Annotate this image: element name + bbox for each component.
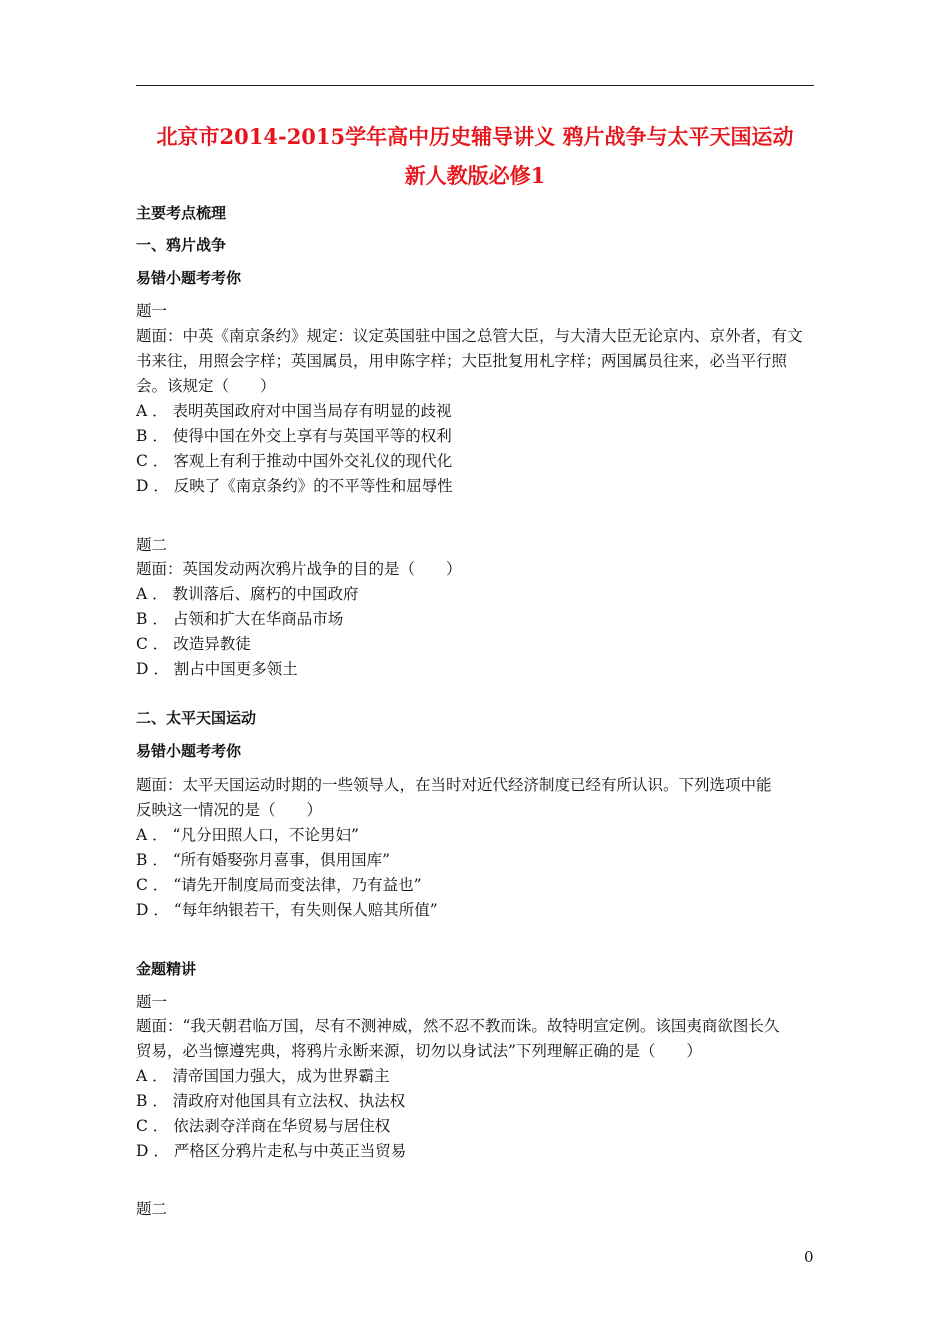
option-a: A ． 清帝国国力强大，成为世界霸主 xyxy=(136,1067,390,1085)
question-label: 题一 xyxy=(136,993,168,1011)
option-d: D ． “每年纳银若干，有失则保人赔其所值” xyxy=(136,901,438,919)
header-rule xyxy=(136,85,814,86)
option-a: A ． “凡分田照人口，不论男妇” xyxy=(136,826,359,844)
section-1-heading: 一、鸦片战争 xyxy=(136,236,227,254)
option-c: C ． “请先开制度局而变法律，乃有益也” xyxy=(136,876,422,894)
question-stem-line: 题面：英国发动两次鸦片战争的目的是（ ） xyxy=(136,560,462,578)
question-stem-line: 书来往，用照会字样；英国属员，用申陈字样；大臣批复用札字样；两国属员往来，必当平行照 xyxy=(136,352,788,370)
question-label: 题一 xyxy=(136,302,168,320)
question-stem-line: 贸易，必当懔遵宪典，将鸦片永断来源，切勿以身试法”下列理解正确的是（ ） xyxy=(136,1042,702,1060)
option-a: A ． 表明英国政府对中国当局存有明显的歧视 xyxy=(136,402,452,420)
section-2-subheading: 易错小题考考你 xyxy=(136,742,242,760)
question-label: 题二 xyxy=(136,536,168,554)
document-title: 北京市2014-2015学年高中历史辅导讲义 鸦片战争与太平天国运动 xyxy=(156,124,794,149)
question-label: 题二 xyxy=(136,1200,168,1218)
question-stem-line: 会。该规定（ ） xyxy=(136,377,276,395)
option-b: B ． 占领和扩大在华商品市场 xyxy=(136,610,344,628)
document-subtitle: 新人教版必修1 xyxy=(404,163,546,188)
option-d: D ． 严格区分鸦片走私与中英正当贸易 xyxy=(136,1142,407,1160)
section-3-heading: 金题精讲 xyxy=(136,960,197,978)
page-number: 0 xyxy=(804,1248,814,1266)
option-c: C ． 改造异教徒 xyxy=(136,635,251,653)
question-stem-line: 题面：“我天朝君临万国，尽有不测神威，然不忍不教而诛。故特明宣定例。该国夷商欲图长久 xyxy=(136,1017,780,1035)
question-stem-line: 题面：中英《南京条约》规定：议定英国驻中国之总管大臣，与大清大臣无论京内、京外者，有文 xyxy=(136,327,803,345)
option-b: B ． 使得中国在外交上享有与英国平等的权利 xyxy=(136,427,452,445)
option-b: B ． “所有婚娶弥月喜事，俱用国库” xyxy=(136,851,391,869)
option-c: C ． 客观上有利于推动中国外交礼仪的现代化 xyxy=(136,452,453,470)
section-1-subheading: 易错小题考考你 xyxy=(136,269,242,287)
section-main-heading: 主要考点梳理 xyxy=(136,204,227,222)
option-b: B ． 清政府对他国具有立法权、执法权 xyxy=(136,1092,406,1110)
option-d: D ． 割占中国更多领土 xyxy=(136,660,298,678)
option-a: A ． 教训落后、腐朽的中国政府 xyxy=(136,585,359,603)
option-d: D ． 反映了《南京条约》的不平等性和屈辱性 xyxy=(136,477,453,495)
section-2-heading: 二、太平天国运动 xyxy=(136,709,257,727)
option-c: C ． 依法剥夺洋商在华贸易与居住权 xyxy=(136,1117,391,1135)
question-stem-line: 题面：太平天国运动时期的一些领导人，在当时对近代经济制度已经有所认识。下列选项中能 xyxy=(136,776,772,794)
question-stem-line: 反映这一情况的是（ ） xyxy=(136,801,323,819)
